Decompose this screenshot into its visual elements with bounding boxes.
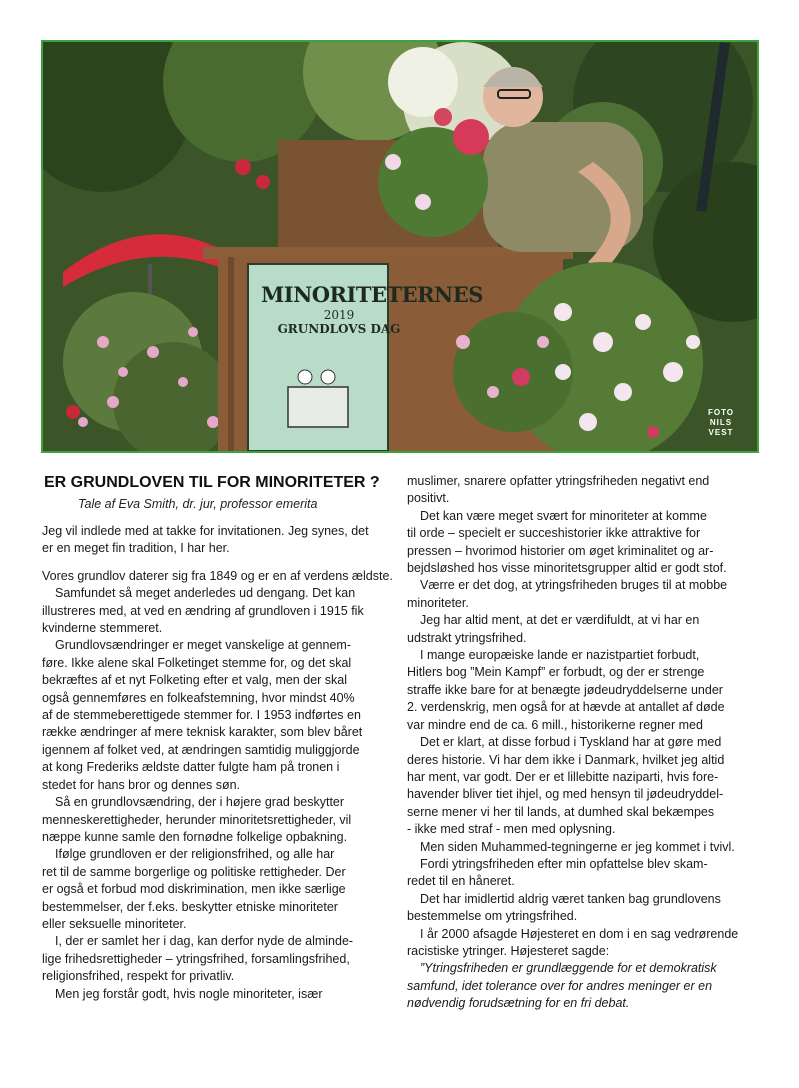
paragraph-line: udstrakt ytringsfrihed. (407, 630, 527, 645)
credit-line: NILS (709, 418, 733, 427)
left-body (42, 523, 392, 1003)
paragraph-line: - ikke med straf - men med oplysning. (407, 822, 616, 837)
paragraph-line: Det har imidlertid aldrig været tanken bag grundlovens (420, 891, 721, 906)
paragraph-line: Værre er det dog, at ytringsfriheden bruges til at mobbe (420, 578, 728, 593)
paragraph-line: ret til de samme borgerlige og politiske rettigheder. Der (42, 864, 346, 879)
left-column (42, 473, 392, 1003)
paragraph-line: illustreres med, at ved en ændring af grundloven i 1915 fik (42, 603, 364, 618)
paragraph-line: lige frihedsrettigheder – ytringsfrihed, forsamlingsfrihed, (42, 951, 350, 966)
paragraph-line: redet til en håneret. (407, 874, 515, 889)
paragraph-line: kvinderne stemmeret. (42, 621, 163, 636)
paragraph-line: at kong Frederiks ældste datter fulgte ham på tronen i (42, 760, 340, 775)
paragraph-line: I mange europæiske lande er nazistpartiet forbudt, (420, 648, 700, 663)
paragraph-line: Fordi ytringsfriheden efter min opfattelse blev skam- (420, 856, 708, 871)
paragraph-line: Men siden Muhammed-tegningerne er jeg kommet i tvivl. (420, 839, 735, 854)
paragraph-line: bestemmelser, der f.eks. beskytter etniske minoriteter (42, 899, 338, 914)
paragraph-line: bejdsløshed hos visse minoritetsgrupper altid er godt stof. (407, 561, 727, 576)
paragraph-line: Grundlovsændringer er meget vanskelige at gennem- (55, 638, 351, 653)
paragraph-line: igennem af folket ved, at ændringen samtidig muliggjorde (42, 742, 360, 757)
paragraph-line: også gennemføres en folkeafstemning, hvor mindst 40% (42, 690, 355, 705)
photo-credit (699, 408, 743, 438)
paragraph-line: Så en grundlovsændring, der i højere grad beskytter (55, 795, 345, 810)
credit-line: VEST (708, 428, 734, 437)
paragraph-line: menneskerettigheder, herunder minoritetsrettigheder, vil (42, 812, 352, 827)
photo-illustration (43, 42, 757, 451)
paragraph-line: stedet for hans bror og dennes søn. (42, 777, 241, 792)
sign-year: 2019 (323, 308, 355, 322)
paragraph-line: I år 2000 afsagde Højesteret en dom i en sag vedrørende (420, 926, 739, 941)
paragraph-line: Vores grundlov daterer sig fra 1849 og er en af verdens ældste. (42, 568, 393, 583)
article-byline: Tale af Eva Smith, dr. jur, professor emerita (78, 497, 318, 511)
paragraph-line: række ændringer af mere teknisk karakter, som blev båret (42, 725, 363, 740)
paragraph-line: er også et forbud mod diskrimination, men ikke særlige (42, 882, 346, 897)
paragraph-line: er en meget fin tradition, I har her. (42, 541, 230, 556)
paragraph-line: Ifølge grundloven er der religionsfrihed, og alle har (55, 847, 335, 862)
paragraph-line: serne mener vi her til lands, at dumhed skal bekæmpes (407, 804, 715, 819)
paragraph-line: Jeg har altid ment, at det er værdifuldt, at vi har en (420, 613, 700, 628)
paragraph-line: næppe kunne samle den fornødne folkelige opbakning. (42, 829, 348, 844)
paragraph-line: bekræftes af et nyt Folketing efter et valg, men der skal (42, 673, 348, 688)
paragraph-line: religionsfrihed, respekt for privatliv. (42, 969, 235, 984)
article-headline: ER GRUNDLOVEN TIL FOR MINORITETER ? (44, 474, 380, 491)
article-photo (41, 40, 759, 453)
paragraph-line: muslimer, snarere opfatter ytringsfriheden negativt end (407, 474, 710, 488)
paragraph-line: til orde – specielt er succeshistorier ikke attraktive for (407, 526, 701, 541)
paragraph-line: Men jeg forstår godt, hvis nogle minoriteter, især (55, 986, 323, 1001)
paragraph-line: har ment, var godt. Der er et lillebitte naziparti, hvis fore- (407, 769, 719, 784)
paragraph-line: 2. verdenskrig, men også for at hævde at antallet af døde (407, 700, 725, 715)
paragraph-line: ”Ytringsfriheden er grundlæggende for et demokratisk (420, 961, 717, 976)
paragraph-line: var mindre end de ca. 6 mill., historikerne regner med (407, 717, 703, 732)
right-column (407, 473, 759, 1013)
paragraph-line: minoriteter. (407, 595, 469, 610)
credit-line: FOTO (707, 408, 735, 417)
paragraph-line: Det kan være meget svært for minoriteter at komme (420, 508, 707, 523)
paragraph-line: Det er klart, at disse forbud i Tyskland har at gøre med (420, 735, 722, 750)
sign-title: MINORITETERNES (261, 282, 483, 307)
paragraph-line: samfund, idet tolerance over for andres meninger er en (407, 978, 713, 993)
paragraph-line: havender bliver tiet ihjel, og med hensyn til jødeudryddel- (407, 787, 724, 802)
paragraph-line: deres historie. Vi har dem ikke i Danmark, hvilket jeg altid (407, 752, 725, 767)
paragraph-line: pressen – hvorimod historier om øget kriminalitet og ar- (407, 543, 714, 558)
paragraph-line: Jeg vil indlede med at takke for invitationen. Jeg synes, det (42, 524, 369, 538)
paragraph-line: Samfundet så meget anderledes ud dengang. Det kan (55, 586, 356, 601)
paragraph-line: føre. Ikke alene skal Folketinget stemme for, og det skal (42, 655, 352, 670)
paragraph-line: eller seksuelle minoriteter. (42, 916, 187, 931)
sign-subtitle: GRUNDLOVS DAG (277, 322, 401, 336)
paragraph-line: af de stemmeberettigede stemmer for. I 1953 indførtes en (42, 708, 361, 723)
paragraph-line: I, der er samlet her i dag, kan derfor nyde de alminde- (55, 934, 354, 949)
paragraph-line: straffe ikke bare for at benægte jødeudryddelserne under (407, 682, 723, 697)
right-body (407, 473, 759, 1013)
paragraph-line: bestemmelse om ytringsfrihed. (407, 909, 578, 924)
paragraph-line: Hitlers bog ”Mein Kampf” er forbudt, og der er strenge (407, 665, 705, 680)
paragraph-line: racistiske ytringer. Højesteret sagde: (407, 943, 610, 958)
paragraph-line: positivt. (407, 491, 450, 506)
paragraph-line: nødvendig forudsætning for en fri debat. (407, 996, 630, 1011)
